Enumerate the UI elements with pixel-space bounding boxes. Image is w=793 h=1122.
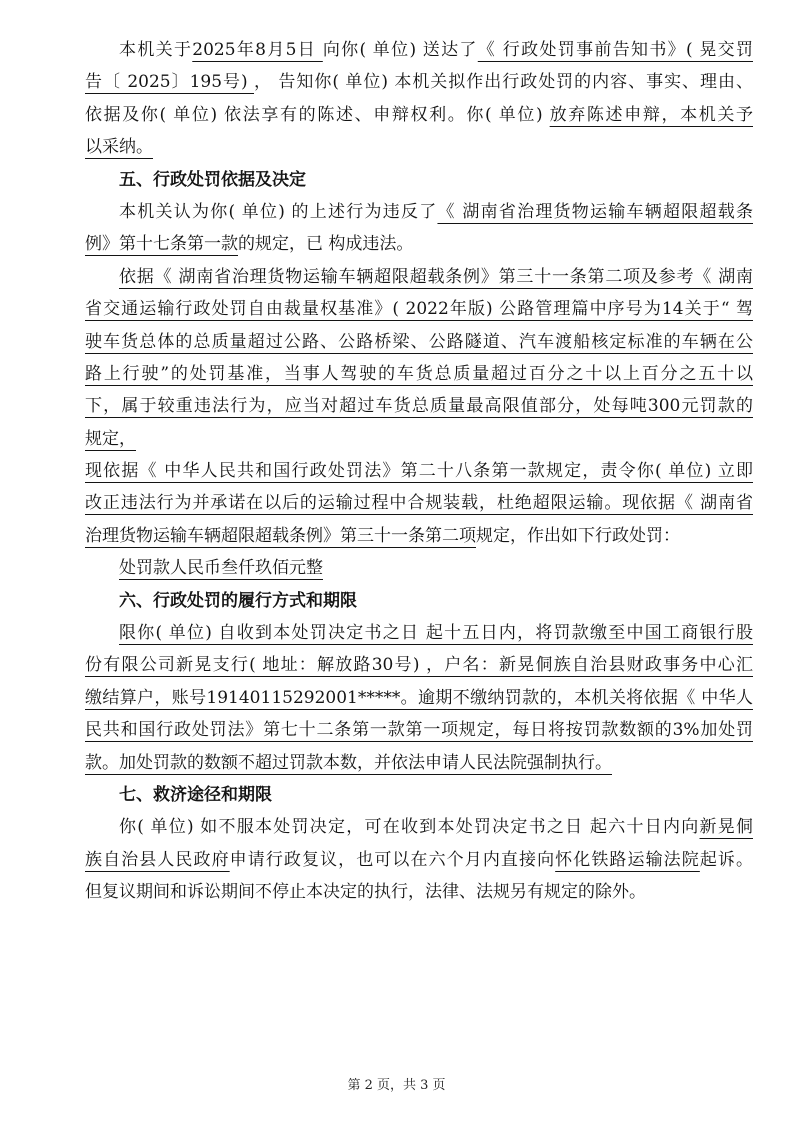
- text-line: [85, 326, 753, 358]
- text-line: [85, 714, 753, 746]
- underlined-text: 规定，: [85, 428, 136, 449]
- underlined-text: 告〔 2025〕195号): [85, 72, 255, 93]
- underlined-text: 路上行驶”的处罚基准，当事人驾驶的车货总质量超过百分之十以上百分之五十以: [85, 363, 753, 384]
- underlined-text: 怀化铁路运输法院: [555, 849, 700, 870]
- underlined-text: 限你( 单位) 自收到本处罚决定书之日 起十五日内，将罚款缴至中国工商银行股: [119, 623, 753, 644]
- text-line: [85, 617, 753, 649]
- underlined-text: 族自治县人民政府: [85, 849, 230, 870]
- paragraph: [85, 261, 753, 455]
- underlined-text: 新晃侗: [699, 817, 753, 838]
- paragraph-continuation: [85, 455, 753, 552]
- document-body: [85, 34, 753, 909]
- text-line: [85, 261, 753, 293]
- text-line: [85, 520, 753, 552]
- page-number-footer: 第 2 页，共 3 页: [347, 1078, 446, 1093]
- underlined-text: 治理货物运输车辆超限超载条例》第三十一条第二项: [85, 525, 476, 546]
- text-line: [85, 390, 753, 422]
- text-line: [85, 811, 753, 843]
- text-line: [85, 99, 753, 131]
- text-line: [85, 844, 753, 876]
- text-line: [85, 358, 753, 390]
- text-line: [85, 876, 753, 908]
- paragraph: [85, 552, 753, 584]
- underlined-text: 下，属于较重违法行为，应当对超过车货总质量最高限值部分，处每吨300元罚款的: [85, 396, 753, 417]
- underlined-text: 款。加处罚款的数额不超过罚款本数，并依法申请人民法院强制执行。: [85, 752, 612, 773]
- text-line: [85, 423, 753, 455]
- underlined-text: 改正违法行为并承诺在以后的运输过程中合规装载，杜绝超限运输。现依据《 湖南省: [85, 493, 753, 514]
- text-segment: 向你( 单位) 送达了: [322, 40, 478, 60]
- text-segment: 申请行政复议，也可以在六个月内直接向: [229, 849, 556, 870]
- underlined-text: 以采纳。: [85, 137, 153, 158]
- text-segment: 但复议期间和诉讼期间不停止本决定的执行，法律、法规另有规定的除外。: [85, 882, 646, 903]
- underlined-text: 放弃陈述申辩，本机关予: [549, 104, 753, 125]
- paragraph: [85, 811, 753, 908]
- text-segment: 本机关认为你( 单位) 的上述行为违反了: [119, 201, 438, 222]
- section-heading: 五、行政处罚依据及决定: [119, 169, 306, 190]
- text-line: [85, 34, 753, 66]
- text-line: [85, 228, 753, 260]
- paragraph: [85, 34, 753, 164]
- underlined-text: 例》第十七条第一款: [85, 234, 238, 255]
- underlined-text: 份有限公司新晃支行( 地址：解放路30号) ，户名：新晃侗族自治县财政事务中心汇: [85, 655, 753, 676]
- section-heading: 六、行政处罚的履行方式和期限: [119, 590, 357, 611]
- text-line: [85, 131, 753, 163]
- text-line: [85, 487, 753, 519]
- underlined-text: 省交通运输行政处罚自由裁量权基准》( 2022年版) 公路管理篇中序号为14关于“ 驾: [85, 299, 753, 320]
- text-segment: 的规定，已 构成违法。: [238, 234, 414, 255]
- text-line: [85, 747, 753, 779]
- text-segment: 你( 单位) 如不服本处罚决定，可在收到本处罚决定书之日 起六十日内向: [119, 817, 700, 838]
- underlined-text: 《 湖南省治理货物运输车辆超限超载条: [437, 201, 753, 222]
- underlined-text: 驶车货总体的总质量超过公路、公路桥梁、公路隧道、汽车渡船核定标准的车辆在公: [85, 331, 753, 352]
- underlined-text: 现依据《 中华人民共和国行政处罚法》第二十八条第一款规定，责令你( 单位) 立即: [85, 461, 753, 482]
- paragraph: [85, 617, 753, 779]
- underlined-text: 2025年8月5日: [192, 40, 323, 60]
- section-heading: 七、救济途径和期限: [119, 784, 272, 805]
- text-line: [85, 649, 753, 681]
- text-segment: 起诉。: [699, 849, 753, 870]
- text-line: [85, 66, 753, 98]
- text-segment: 依据及你( 单位) 依法享有的陈述、申辩权利。你( 单位): [85, 104, 550, 125]
- underlined-text: 依据《 湖南省治理货物运输车辆超限超载条例》第三十一条第二项及参考《 湖南: [119, 266, 753, 287]
- text-line: [85, 196, 753, 228]
- text-segment: 规定，作出如下行政处罚：: [476, 525, 680, 546]
- underlined-text: 缴结算户，账号19140115292001*****。逾期不缴纳罚款的，本机关将依据《 中华人: [85, 687, 753, 708]
- text-line: [85, 293, 753, 325]
- underlined-text: 《 行政处罚事前告知书》( 晃交罚: [477, 40, 753, 60]
- underlined-text: 处罚款人民币叁仟玖佰元整: [119, 558, 323, 579]
- text-segment: 本机关于: [119, 40, 193, 60]
- text-line: [85, 455, 753, 487]
- text-line: [85, 552, 753, 584]
- underlined-text: 民共和国行政处罚法》第七十二条第一款第一项规定，每日将按罚款数额的3%加处罚: [85, 720, 753, 741]
- paragraph: [85, 196, 753, 261]
- text-segment: ， 告知你( 单位) 本机关拟作出行政处罚的内容、事实、理由、: [254, 72, 753, 93]
- text-line: [85, 682, 753, 714]
